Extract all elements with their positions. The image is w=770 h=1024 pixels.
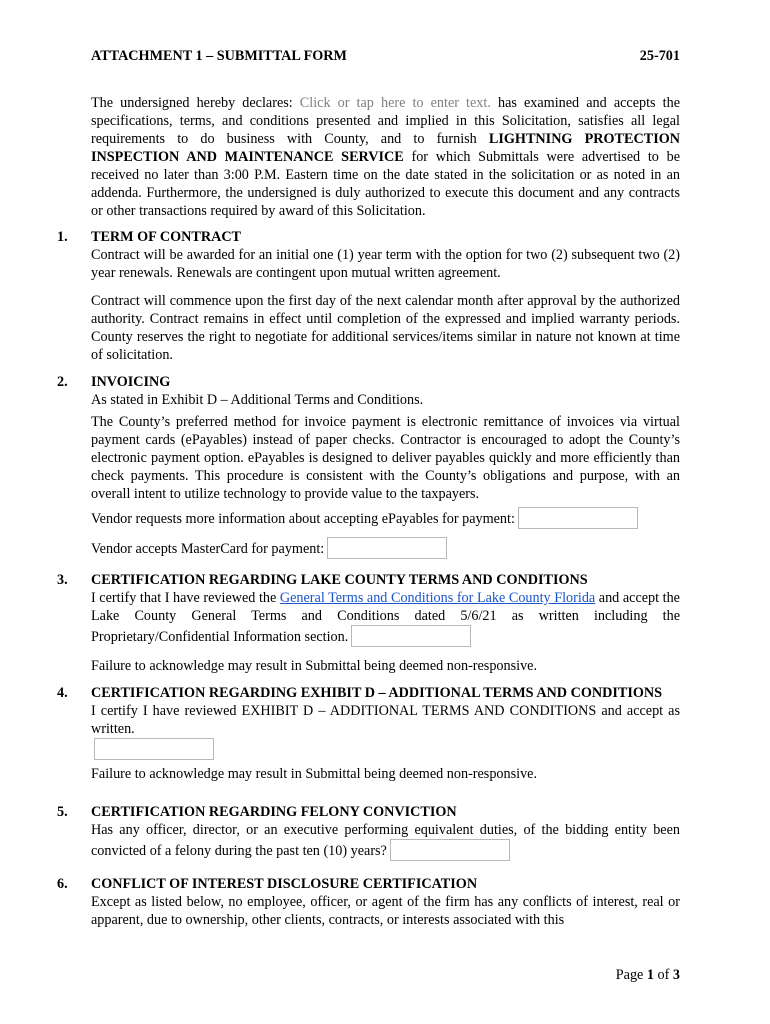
solicitation-number: 25-701 (639, 48, 680, 64)
section-lake-county-terms (57, 571, 680, 675)
page-label: Page (615, 967, 647, 983)
section-paragraph: As stated in Exhibit D – Additional Terms and Conditions. (91, 392, 424, 408)
general-terms-link[interactable]: General Terms and Conditions for Lake County Florida (279, 590, 596, 606)
section-paragraph: Except as listed below, no employee, officer, or agent of the firm has any conflicts of interest, real or apparent, due to ownership, other clients, contracts, or interests associated with this (91, 894, 680, 928)
epayables-question: Vendor requests more information about accepting ePayables for payment: (91, 511, 515, 527)
mastercard-answer-field[interactable] (327, 537, 447, 559)
section-invoicing (57, 373, 680, 559)
exhibit-d-ack-field[interactable] (94, 738, 214, 760)
section-conflict-of-interest (57, 875, 680, 929)
section-title: CERTIFICATION REGARDING FELONY CONVICTION (91, 804, 457, 820)
name-placeholder-field[interactable]: Click or tap here to enter text. (299, 95, 491, 111)
page-of: of (653, 967, 673, 983)
non-responsive-warning: Failure to acknowledge may result in Submittal being deemed non-responsive. (91, 766, 538, 782)
mastercard-question: Vendor accepts MasterCard for payment: (91, 541, 325, 557)
intro-lead: The undersigned hereby declares: (91, 95, 300, 111)
intro-declaration (91, 94, 680, 220)
terms-ack-field[interactable] (351, 625, 471, 647)
section-paragraph: Contract will be awarded for an initial one (1) year term with the option for two (2) subsequent two (2) year renewals. Renewals are contingent upon mutual written agreement. (91, 247, 680, 281)
section-number: 2. (57, 374, 68, 390)
current-page: 1 (646, 967, 654, 983)
section-term-of-contract (57, 228, 680, 364)
felony-answer-field[interactable] (390, 839, 510, 861)
section-paragraph: I certify I have reviewed EXHIBIT D – ADDITIONAL TERMS AND CONDITIONS and accept as written. (91, 703, 680, 737)
section-text: I certify that I have reviewed the (91, 590, 280, 606)
form-title: ATTACHMENT 1 – SUBMITTAL FORM (91, 48, 347, 64)
page-number (616, 966, 680, 984)
service-name: LIGHTNING PROTECTION INSPECTION AND MAINTENANCE SERVICE (91, 131, 680, 165)
section-number: 6. (57, 876, 68, 892)
section-number: 1. (57, 229, 68, 245)
page-header (91, 47, 680, 65)
section-text: and accept the Lake County General Terms and Conditions dated 5/6/21 as written including the Proprietary/Confidential Information section. (91, 590, 680, 645)
epayables-answer-field[interactable] (518, 507, 638, 529)
section-title: INVOICING (91, 374, 171, 390)
section-number: 3. (57, 572, 68, 588)
section-paragraph: Has any officer, director, or an executive performing equivalent duties, of the bidding entity been convicted of a felony during the past ten (10) years? (91, 822, 680, 859)
non-responsive-warning: Failure to acknowledge may result in Submittal being deemed non-responsive. (91, 658, 538, 674)
section-number: 4. (57, 685, 68, 701)
section-title: CERTIFICATION REGARDING LAKE COUNTY TERMS AND CONDITIONS (91, 572, 588, 588)
section-paragraph: The County’s preferred method for invoice payment is electronic remittance of invoices via virtual payment cards (ePayables) instead of paper checks. Contractor is encouraged to adopt the County’s electronic payment option. ePayables is designed to deliver payables quickly and more efficiently than check payments. This procedure is consistent with the County’s obligations and purpose, with an overall intent to utilize technology to provide value to the taxpayers. (91, 414, 680, 502)
section-title: TERM OF CONTRACT (91, 229, 242, 245)
total-pages: 3 (672, 967, 680, 983)
section-title: CERTIFICATION REGARDING EXHIBIT D – ADDITIONAL TERMS AND CONDITIONS (91, 685, 663, 701)
section-paragraph: Contract will commence upon the first day of the next calendar month after approval by the authorized authority. Contract remains in effect until completion of the expressed and implied warranty periods. County reserves the right to negotiate for additional services/items similar in nature not known at time of solicitation. (91, 293, 680, 363)
intro-text-2: for which Submittals were advertised to be received no later than 3:00 P.M. Eastern time on the date stated in the solicitation or as noted in an addenda. Furthermore, the undersigned is duly authorized to execute this document and any contracts or other transactions required by award of this Solicitation. (91, 149, 680, 219)
section-felony-conviction (57, 803, 680, 861)
section-exhibit-d (57, 684, 680, 783)
intro-text-1: has examined and accepts the specifications, terms, and conditions presented and implied in this Solicitation, satisfies all legal requirements to do business with County, and to furnish (91, 95, 680, 147)
section-number: 5. (57, 804, 68, 820)
section-title: CONFLICT OF INTEREST DISCLOSURE CERTIFICATION (91, 876, 478, 892)
